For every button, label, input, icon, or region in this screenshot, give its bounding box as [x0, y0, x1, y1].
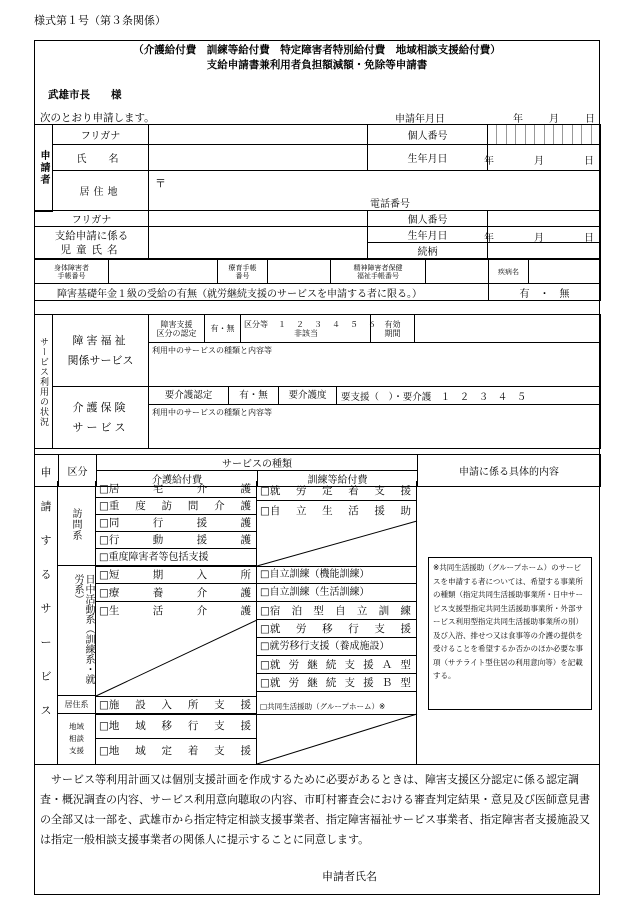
service-label-char: 宿 [269, 604, 281, 617]
applicant-name-label: 氏 名 [53, 145, 149, 171]
application-year: 年 [513, 114, 523, 125]
service-label [109, 602, 251, 620]
service-label [109, 714, 251, 739]
service-label-char: 型 [313, 604, 324, 617]
mental-cert-field[interactable] [426, 260, 489, 284]
service-label-char: 労 [288, 658, 300, 671]
application-month: 月 [549, 114, 559, 125]
service-label-char: 居 [108, 482, 120, 495]
addressee: 武雄市長 様 [48, 89, 122, 101]
support-level-label [149, 315, 205, 343]
service-label-char: 移 [161, 719, 173, 732]
apply-side-char: ビ [40, 670, 52, 683]
applicant-birthdate-label: 生年月日 [368, 145, 488, 171]
service-label [109, 566, 251, 584]
checkbox-icon[interactable]: □ [260, 505, 270, 517]
community-item[interactable] [96, 739, 257, 764]
service-label-char: 施 [108, 698, 120, 711]
service-label-char: 援 [374, 505, 385, 517]
service-label-char: 援 [363, 658, 374, 671]
applicant-furigana-field[interactable] [149, 125, 368, 145]
training-item[interactable] [257, 584, 417, 602]
apply-side-char: す [40, 534, 52, 547]
form-number: 様式第１号（第３条関係） [34, 14, 166, 27]
support-level-values[interactable] [241, 315, 377, 343]
care-insurance-label [53, 387, 149, 449]
apply-side-char: サ [40, 602, 52, 615]
ryoiku-line2: 番号 [235, 271, 250, 280]
usage-table [34, 314, 601, 449]
service-label-char: 行 [152, 516, 164, 529]
service-label-char: 生 [108, 605, 120, 617]
service-label-char: 支 [214, 698, 225, 711]
service-label-char: 短 [108, 568, 120, 581]
service-label-char: 自 [335, 604, 346, 617]
service-label-char: 援 [400, 622, 411, 635]
pension-question: 障害基礎年金１級の受給の有無（就労継続支援のサービスを申請する者に限る。） [35, 284, 489, 301]
child-birth-month: 月 [534, 233, 544, 244]
service-label-char: Ｂ [381, 676, 393, 689]
valid-period-label [371, 315, 415, 343]
service-label-char: 設 [135, 698, 146, 711]
applicant-side-label: 申請者 [35, 125, 53, 212]
service-label-char: 支 [374, 484, 385, 497]
mental-cert-label [331, 260, 426, 284]
training-item[interactable] [257, 620, 417, 638]
service-label-char: 介 [214, 499, 225, 512]
service-label-char: 労 [288, 676, 300, 689]
service-label-char: 自 [269, 505, 281, 517]
service-label: 自立訓練（生活訓練） [269, 586, 370, 598]
service-label-char: 地 [108, 745, 120, 757]
service-label [109, 498, 251, 515]
support-line2: 区分の認定 [156, 328, 197, 338]
service-label-char: 地 [108, 719, 120, 732]
service-label-char: 同 [108, 516, 120, 529]
training-item[interactable] [257, 481, 417, 501]
child-birth-day: 日 [584, 233, 594, 244]
apply-side-label-text [40, 458, 52, 730]
care-visiting-item[interactable] [96, 498, 257, 515]
service-label-char: 労 [296, 484, 307, 497]
service-label-char: 所 [240, 568, 251, 581]
training-item[interactable] [257, 566, 417, 584]
applicant-birth-month: 月 [534, 156, 544, 167]
checkbox-icon[interactable]: □ [99, 745, 109, 757]
checkbox-icon[interactable]: □ [99, 533, 109, 546]
applicant-birthdate-field[interactable] [484, 145, 601, 171]
applicant-table [34, 124, 601, 212]
service-label-char: 立 [356, 604, 368, 617]
certificates-table [34, 259, 601, 301]
care-degree-label: 要介護度 [279, 387, 337, 404]
valid-period-field[interactable] [415, 315, 601, 343]
pension-options[interactable]: 有 ・ 無 [489, 284, 601, 301]
child-birthdate-field[interactable] [484, 227, 601, 244]
service-label-char: 労 [296, 622, 307, 635]
service-label: 重度障害者等包括支援 [108, 551, 209, 563]
apply-side-char: ス [40, 704, 52, 717]
service-label: 就労移行支援（養成施設） [269, 640, 390, 652]
details-header: 申請に係る具体的内容 [418, 455, 601, 487]
child-label-line1: 支給申請に係る [54, 229, 129, 242]
care-visiting-item[interactable] [96, 532, 257, 549]
service-label-char: 型 [400, 658, 411, 671]
care-visiting-item[interactable] [96, 481, 257, 498]
care-daytime-item[interactable] [96, 566, 257, 584]
checkbox-icon[interactable]: □ [260, 676, 270, 689]
care-daytime-item[interactable] [96, 584, 257, 602]
service-label-char: 活 [348, 505, 359, 517]
disease-label: 疾病名 [489, 260, 529, 284]
checkbox-icon[interactable]: □ [99, 698, 109, 711]
level-values: １ ２ ３ ４ ５ ６ [278, 319, 377, 329]
child-name-label [35, 227, 149, 259]
care-cert-row [149, 387, 601, 405]
child-birthdate-label: 生年月日 [368, 227, 488, 243]
service-label-char: 問 [187, 499, 199, 512]
applicant-address-field[interactable] [149, 171, 601, 211]
service-label-char: 護 [240, 586, 251, 599]
child-label-line2: 児童氏名 [60, 243, 123, 256]
applicant-birth-year: 年 [484, 156, 494, 167]
checkbox-icon[interactable]: □ [99, 499, 109, 512]
training-divider [96, 714, 417, 715]
service-label-char: 継 [307, 676, 318, 689]
applicant-birth-day: 日 [584, 156, 594, 167]
service-label-char: 介 [196, 586, 208, 599]
service-label-char: 援 [240, 698, 251, 711]
service-label [109, 696, 251, 714]
service-label-char: 継 [307, 658, 318, 671]
service-label-char: 支 [344, 658, 355, 671]
signature-label: 申請者氏名 [322, 870, 377, 883]
checkbox-icon[interactable]: □ [99, 482, 109, 495]
service-label-char: 護 [240, 533, 251, 546]
child-my-number-label: 個人番号 [368, 211, 488, 227]
application-date-label: 申請年月日 [395, 114, 445, 125]
service-label-char: 続 [325, 658, 337, 671]
disability-line2: 手帳番号 [57, 271, 86, 280]
training-divider [96, 566, 257, 567]
disease-field[interactable] [529, 260, 601, 284]
service-label [109, 481, 251, 498]
service-label [270, 602, 411, 620]
service-label-char: 度 [135, 499, 146, 512]
welfare-line2: 関係サービス [67, 353, 134, 367]
applicant-my-number-field[interactable] [488, 125, 601, 145]
service-label-char: 養 [152, 586, 164, 599]
welfare-line1: 障害福祉 [72, 333, 129, 347]
service-label-char: 域 [135, 745, 146, 757]
service-label-char: 療 [108, 586, 120, 599]
service-label-char: 活 [152, 605, 164, 617]
service-label-char: 護 [240, 605, 251, 617]
child-furigana-field[interactable] [149, 211, 368, 227]
child-table [34, 210, 601, 259]
service-label-char: 入 [196, 568, 208, 581]
child-relation-label: 続柄 [368, 243, 488, 259]
group-home-note: ※共同生活援助（グループホーム）のサービスを申請する者については、希望する事業所の種類（指定共同生活援助事業所・日中サービス支援型指定共同生活援助事業所・外部サービス利用型指定共同生活援助事業所の別）及び入浴、排せつ又は食事等の介護の提供を受けることを希望するか否かのほか必要な事項（サテライト型住居の利用意向等）を記載する。 [428, 557, 592, 710]
care-daytime-item[interactable] [96, 602, 257, 620]
service-label-char: 定 [322, 484, 333, 497]
ryoiku-cert-field[interactable] [268, 260, 331, 284]
service-label [109, 532, 251, 549]
checkbox-icon[interactable]: □ [260, 658, 270, 671]
child-relation-field[interactable] [488, 243, 601, 259]
applicant-furigana-label: フリガナ [53, 125, 149, 145]
checkbox-icon[interactable]: □ [99, 568, 109, 581]
service-label-char: 就 [269, 658, 281, 671]
service-label-char: 援 [240, 745, 251, 757]
checkbox-icon[interactable]: □ [260, 586, 270, 598]
services-bottom-border [34, 764, 600, 765]
community-line3: 支援 [69, 746, 84, 755]
service-label-char: 入 [161, 698, 173, 711]
service-label-char: 援 [363, 676, 374, 689]
service-label [270, 481, 411, 501]
care-visiting-item[interactable] [96, 515, 257, 532]
service-label-char: 定 [161, 745, 173, 757]
service-label-char: 続 [325, 676, 337, 689]
residential-label: 居住系 [58, 696, 96, 714]
community-line2: 相談 [69, 734, 84, 743]
training-item[interactable] [257, 656, 417, 674]
training-divider [257, 566, 417, 567]
disability-cert-field[interactable] [109, 260, 218, 284]
service-label-char: 訓 [378, 604, 390, 617]
support-line1: 障害支援 [160, 319, 193, 329]
service-label-char: 就 [269, 676, 281, 689]
applicant-address-label: 居住地 [53, 171, 149, 211]
child-name-field[interactable] [149, 227, 368, 259]
visiting-label: 訪問系 [70, 508, 81, 541]
apply-side-char: る [40, 568, 52, 581]
service-label-char: 立 [296, 505, 307, 517]
checkbox-icon[interactable]: □ [260, 702, 268, 711]
postal-mark: 〒 [155, 177, 166, 190]
training-item[interactable] [257, 638, 417, 656]
service-label-char: 行 [108, 533, 120, 546]
service-label-char: 着 [348, 484, 359, 497]
training-item[interactable] [257, 501, 417, 521]
service-label-char: 動 [152, 533, 164, 546]
service-label-char: 護 [240, 482, 251, 495]
application-day: 日 [585, 114, 595, 125]
care-benefits-header: 介護給付費 [97, 471, 258, 487]
service-label: 自立訓練（機能訓練） [269, 568, 370, 580]
service-label [109, 584, 251, 602]
service-label-char: 着 [187, 745, 199, 757]
ryoiku-cert-label [218, 260, 268, 284]
checkbox-icon[interactable]: □ [260, 604, 270, 617]
service-label-char: 泊 [291, 604, 303, 617]
mental-line2: 福祉手帳番号 [357, 271, 399, 280]
service-label-char: 介 [196, 482, 208, 495]
care-residential-item[interactable] [96, 696, 257, 714]
usage-side-label: サービス利用の状況 [35, 315, 53, 449]
intro-text: 次のとおり申請します。 [40, 112, 155, 124]
checkbox-icon[interactable]: □ [260, 568, 270, 580]
community-label [58, 714, 96, 764]
service-label-char: 重 [108, 499, 120, 512]
service-label-char: 護 [240, 516, 251, 529]
apply-side-char: 請 [40, 500, 52, 513]
service-label-char: 支 [344, 676, 355, 689]
applicant-name-field[interactable] [149, 145, 368, 171]
daytime-label: 日中活動系（訓練系・就労系） [72, 574, 94, 684]
signature-field[interactable] [390, 862, 590, 884]
training-benefits-header: 訓練等給付費 [258, 471, 418, 487]
child-birth-year: 年 [484, 233, 494, 244]
welfare-label [53, 315, 149, 387]
service-label-char: 援 [400, 484, 411, 497]
service-label-char: 訪 [161, 499, 173, 512]
training-divider [96, 696, 257, 697]
checkbox-icon[interactable]: □ [260, 622, 270, 635]
category-header: 区分 [59, 455, 97, 487]
checkbox-icon[interactable]: □ [99, 586, 109, 599]
care-cert-label: 要介護認定 [149, 387, 229, 404]
care-line2: サービス [72, 420, 129, 434]
checkbox-icon[interactable]: □ [99, 719, 109, 732]
checkbox-icon[interactable]: □ [260, 640, 270, 652]
applicant-phone-label: 電話番号 [370, 199, 410, 210]
service-label [109, 739, 251, 764]
care-support-values[interactable]: 要支援（ ）・要介護 １ ２ ３ ４ ５ [341, 391, 527, 403]
service-label-char: 護 [240, 499, 251, 512]
service-label-char: 行 [348, 622, 359, 635]
community-item[interactable] [96, 714, 257, 739]
service-label-char: 練 [400, 604, 411, 617]
care-in-use[interactable]: 利用中のサービスの種類と内容等 [149, 405, 601, 449]
checkbox-icon[interactable]: □ [260, 484, 270, 497]
service-label-char: 就 [269, 622, 281, 635]
service-label [109, 515, 251, 532]
service-label-char: 型 [400, 676, 411, 689]
service-label-char: 支 [214, 719, 225, 732]
disability-cert-label [35, 260, 109, 284]
welfare-in-use[interactable]: 利用中のサービスの種類と内容等 [149, 343, 601, 387]
checkbox-icon[interactable]: □ [99, 551, 109, 563]
title-line-2: 支給申請書兼利用者負担額減額・免除等申請書 [206, 59, 428, 71]
training-item[interactable] [257, 674, 417, 692]
service-label-char: 支 [374, 622, 385, 635]
service-label-char: 所 [187, 698, 199, 711]
service-label-char: 介 [196, 605, 208, 617]
valid-line2: 期間 [384, 328, 401, 338]
service-label-char: 域 [135, 719, 146, 732]
service-label-char: 期 [152, 568, 164, 581]
applicant-my-number-label: 個人番号 [368, 125, 488, 145]
apply-side-char: ー [40, 636, 52, 649]
apply-side-char: 申 [40, 466, 52, 479]
service-label-char: 援 [196, 516, 208, 529]
consent-text: サービス等利用計画又は個別支援計画を作成するために必要があるときは、障害支援区分認定に係る認定調査・概況調査の内容、サービス利用意向聴取の内容、市町村審査会における審査判定結果・意見及び医師意見書の全部又は一部を、武雄市から指定特定相談支援事業者、指定障害福祉サービス事業者、指定障害者支援施設又は指定一般相談支援事業者の関係人に提示することに同意します。 [40, 773, 590, 846]
checkbox-icon[interactable]: □ [99, 605, 109, 617]
child-furigana-label: フリガナ [35, 211, 149, 227]
service-label-char: 支 [214, 745, 225, 757]
care-yes-no[interactable]: 有・無 [229, 387, 279, 404]
apply-side-label [37, 458, 55, 730]
not-applicable: 非該当 [294, 328, 318, 338]
ryoiku-line1: 療育手帳 [228, 263, 257, 272]
title-line-1: （介護給付費 訓練等給付費 特定障害者特別給付費 地域相談支援給付費） [133, 44, 501, 56]
service-label-char: 援 [240, 719, 251, 732]
service-label-char: 生 [322, 505, 333, 517]
level-label: 区分等 [244, 319, 268, 329]
child-my-number-field[interactable] [488, 211, 601, 227]
service-label [270, 501, 411, 521]
service-label-char: 移 [322, 622, 333, 635]
service-label [270, 674, 411, 692]
support-level-yes-no[interactable]: 有・無 [205, 315, 241, 343]
checkbox-icon[interactable]: □ [99, 516, 109, 529]
service-label-char: 宅 [152, 482, 164, 495]
service-label [270, 620, 411, 638]
mental-line1: 精神障害者保健 [353, 263, 403, 272]
service-label-char: 援 [196, 533, 208, 546]
service-label-char: 就 [269, 484, 281, 497]
training-item[interactable] [257, 602, 417, 620]
service-label [270, 656, 411, 674]
care-visiting-item[interactable] [96, 549, 257, 566]
service-label-char: Ａ [381, 658, 393, 671]
service-type-header: サービスの種類 [97, 455, 418, 471]
service-label-char: 行 [187, 719, 199, 732]
disability-line1: 身体障害者 [54, 263, 89, 272]
service-label: 共同生活援助（グループホーム）※ [267, 702, 386, 711]
care-line1: 介護保険 [72, 400, 129, 414]
valid-line1: 有効 [384, 319, 401, 329]
community-line1: 地域 [69, 722, 84, 731]
service-label-char: 助 [400, 505, 411, 517]
